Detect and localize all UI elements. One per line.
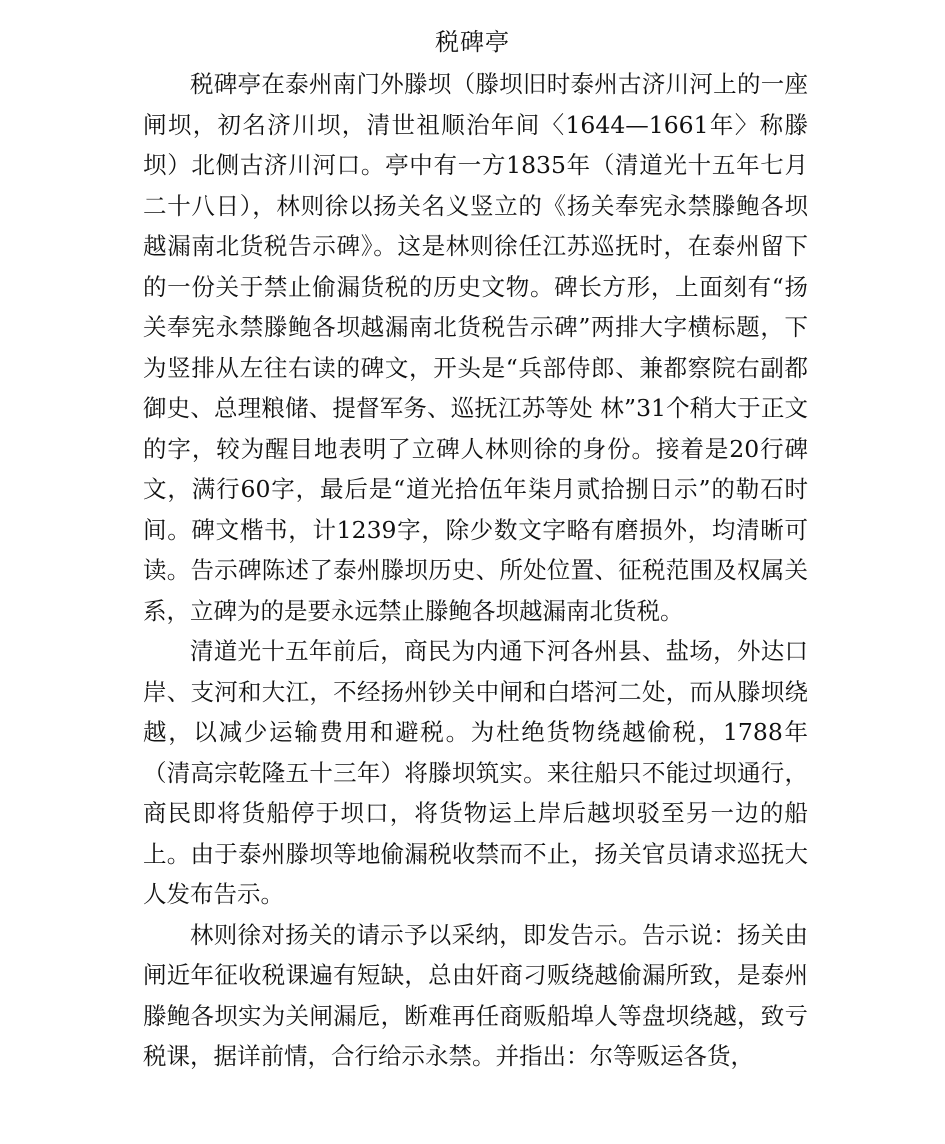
paragraph-3: 林则徐对扬关的请示予以采纳，即发告示。告示说：扬关由闸近年征收税课遍有短缺，总由奸商刁贩绕越偷漏所致，是泰州滕鲍各坝实为关闸漏卮，断难再任商贩船埠人等盘坝绕越，致亏税课，据详前情，合行给示永禁。并指出：尔等贩运各货，	[143, 920, 808, 1070]
paragraph-2: 清道光十五年前后，商民为内通下河各州县、盐场，外达口岸、支河和大江，不经扬州钞关中闸和白塔河二处，而从滕坝绕越，以减少运输费用和避税。为杜绝货物绕越偷税，1788年（清高宗乾隆五十三年）将滕坝筑实。来往船只不能过坝通行，商民即将货船停于坝口，将货物运上岸后越坝驳至另一边的船上。由于泰州滕坝等地偷漏税收禁而不止，扬关官员请求巡抚大人发布告示。	[143, 637, 808, 908]
document-title: 税碑亭	[435, 28, 510, 56]
paragraph-1: 税碑亭在泰州南门外滕坝（滕坝旧时泰州古济川河上的一座闸坝，初名济川坝，清世祖顺治年间〈1644—1661年〉称滕坝）北侧古济川河口。亭中有一方1835年（清道光十五年七月二十八日），林则徐以扬关名义竖立的《扬关奉宪永禁滕鲍各坝越漏南北货税告示碑》。这是林则徐任江苏巡抚时，在泰州留下的一份关于禁止偷漏货税的历史文物。碑长方形，上面刻有“扬关奉宪永禁滕鲍各坝越漏南北货税告示碑”两排大字横标题，下为竖排从左往右读的碑文，开头是“兵部侍郎、兼都察院右副都御史、总理粮储、提督军务、巡抚江苏等处 林”31个稍大于正文的字，较为醒目地表明了立碑人林则徐的身份。接着是20行碑文，满行60字，最后是“道光拾伍年柒月贰拾捌日示”的勒石时间。碑文楷书，计1239字，除少数文字略有磨损外，均清晰可读。告示碑陈述了泰州滕坝历史、所处位置、征税范围及权属关系，立碑为的是要永远禁止滕鲍各坝越漏南北货税。	[143, 70, 808, 625]
document-body	[143, 64, 808, 1077]
